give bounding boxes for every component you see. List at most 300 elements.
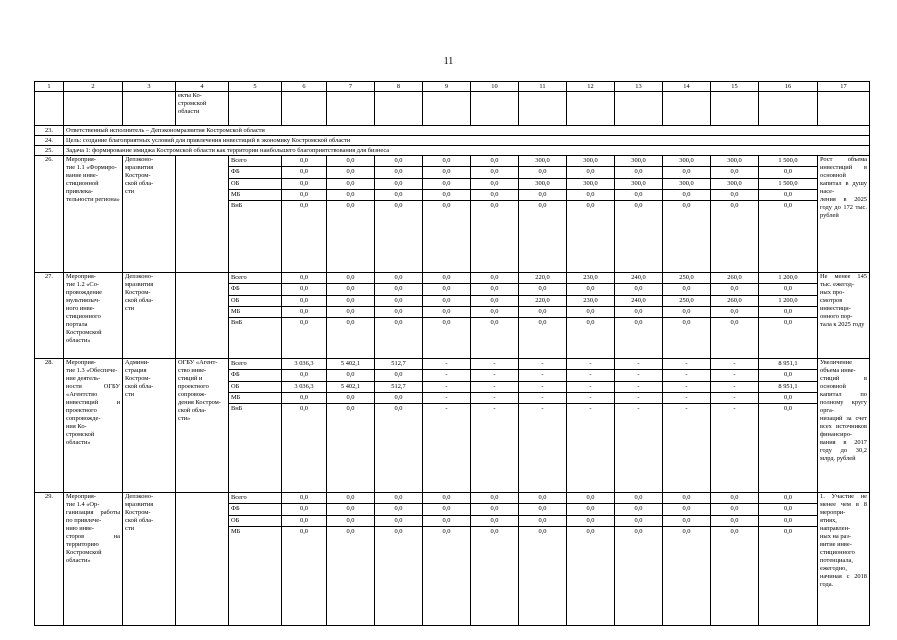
value-cell	[519, 156, 567, 273]
column-number: 7	[327, 82, 375, 92]
column-number: 11	[519, 82, 567, 92]
amount: -	[541, 405, 544, 413]
amount: 0,0	[586, 202, 595, 210]
amount: -	[711, 370, 758, 381]
amount: 0,0	[634, 202, 643, 210]
value-cell	[327, 273, 375, 359]
amount: 0,0	[490, 527, 499, 535]
amount: 0,0	[375, 307, 422, 318]
amount: 5 402,1	[327, 382, 374, 393]
value-cell	[327, 493, 375, 626]
amount: 0,0	[423, 307, 470, 318]
value-cell	[663, 359, 711, 493]
measure-row	[35, 273, 870, 359]
amount: 300,0	[567, 156, 614, 167]
value-cell	[375, 493, 423, 626]
amount: -	[663, 393, 710, 404]
amount: 240,0	[615, 273, 662, 284]
amount: 0,0	[663, 190, 710, 201]
amount: -	[711, 393, 758, 404]
column-number: 8	[375, 82, 423, 92]
row-number: 25.	[35, 146, 64, 156]
amount: 0,0	[519, 307, 566, 318]
amount: 0,0	[394, 319, 403, 327]
amount: 0,0	[682, 319, 691, 327]
amount: -	[519, 359, 566, 370]
value-cell	[282, 273, 327, 359]
amount: 0,0	[375, 493, 422, 504]
column-number: 17	[818, 82, 870, 92]
value-cell	[759, 273, 818, 359]
amount: 0,0	[663, 307, 710, 318]
amount: 0,0	[663, 284, 710, 295]
amount: 220,0	[519, 296, 566, 307]
amount: 0,0	[282, 296, 326, 307]
amount: -	[733, 405, 736, 413]
value-cell	[711, 156, 759, 273]
amount: 1 500,0	[759, 179, 817, 190]
column-number: 14	[663, 82, 711, 92]
amount: 0,0	[282, 370, 326, 381]
amount: 0,0	[784, 405, 792, 413]
amount: 0,0	[282, 190, 326, 201]
amount: 0,0	[300, 405, 308, 413]
amount: 0,0	[759, 504, 817, 515]
amount: 0,0	[471, 167, 518, 178]
amount: 0,0	[711, 307, 758, 318]
amount: 0,0	[759, 516, 817, 527]
amount: 0,0	[471, 516, 518, 527]
carry-over-text: екты Ко- стромской области	[176, 92, 229, 126]
value-cell	[375, 359, 423, 493]
amount: 5 402,1	[327, 359, 374, 370]
amount: 0,0	[423, 516, 470, 527]
amount: 220,0	[519, 273, 566, 284]
value-cell	[519, 273, 567, 359]
amount: 0,0	[490, 319, 499, 327]
amount: 0,0	[519, 167, 566, 178]
amount: 0,0	[282, 156, 326, 167]
funding-source: Всего	[229, 359, 281, 370]
value-cell	[711, 493, 759, 626]
amount: -	[423, 370, 470, 381]
funding-source: Всего	[229, 493, 281, 504]
amount: 0,0	[471, 156, 518, 167]
amount: -	[685, 405, 688, 413]
amount: 0,0	[423, 167, 470, 178]
amount: 0,0	[711, 504, 758, 515]
row-number: 27.	[35, 273, 64, 359]
funding-source: ВнБ	[231, 405, 243, 413]
amount: -	[567, 359, 614, 370]
amount: 260,0	[711, 273, 758, 284]
amount: -	[567, 382, 614, 393]
amount: 0,0	[567, 493, 614, 504]
amount: 300,0	[663, 179, 710, 190]
amount: 0,0	[663, 167, 710, 178]
amount: 0,0	[375, 190, 422, 201]
amount: -	[519, 370, 566, 381]
amount: -	[519, 382, 566, 393]
goal-row	[35, 136, 870, 146]
funding-source-cell	[229, 493, 282, 626]
amount: 0,0	[375, 284, 422, 295]
amount: 0,0	[375, 156, 422, 167]
amount: 300,0	[663, 156, 710, 167]
amount: 0,0	[519, 516, 566, 527]
amount: 0,0	[423, 296, 470, 307]
measure-name: Мероприя- тие 1.4 «Ор- ганизация работы по привлече- нию инве- сторов на территорию Костромской области»	[64, 493, 123, 626]
amount: 0,0	[327, 167, 374, 178]
amount: 0,0	[567, 284, 614, 295]
amount: 0,0	[663, 516, 710, 527]
expected-result: Рост объема инвестиций в основной капитал в душу насе- ления в 2025 году до 172 тыс. рублей	[818, 156, 870, 273]
amount: 1 500,0	[759, 156, 817, 167]
value-cell	[615, 156, 663, 273]
amount: 0,0	[615, 516, 662, 527]
amount: 0,0	[423, 179, 470, 190]
funding-source-cell	[229, 359, 282, 493]
amount: 0,0	[423, 504, 470, 515]
amount: 0,0	[759, 190, 817, 201]
column-number: 9	[423, 82, 471, 92]
amount: 0,0	[490, 202, 499, 210]
amount: 8 951,1	[759, 382, 817, 393]
amount: 0,0	[711, 493, 758, 504]
column-number: 16	[759, 82, 818, 92]
amount: 0,0	[615, 493, 662, 504]
amount: 0,0	[375, 393, 422, 404]
value-cell	[471, 493, 519, 626]
responsible-text: Ответственный исполнитель – Депэкономразвития Костромской области	[64, 126, 870, 136]
value-cell	[423, 359, 471, 493]
amount: 0,0	[615, 190, 662, 201]
amount: 300,0	[519, 179, 566, 190]
executor: Депэконо- мразвития Костром- ской обла- сти	[123, 156, 176, 273]
measure-row	[35, 493, 870, 626]
amount: 0,0	[327, 504, 374, 515]
value-cell	[567, 493, 615, 626]
amount: 0,0	[519, 504, 566, 515]
value-cell	[423, 156, 471, 273]
amount: 0,0	[423, 156, 470, 167]
amount: 0,0	[442, 202, 451, 210]
funding-source: ОБ	[229, 382, 281, 393]
amount: -	[471, 393, 518, 404]
amount: 250,0	[663, 273, 710, 284]
funding-source: МБ	[231, 527, 241, 535]
amount: 0,0	[423, 190, 470, 201]
amount: 240,0	[615, 296, 662, 307]
amount: -	[493, 405, 496, 413]
value-cell	[615, 273, 663, 359]
value-cell	[711, 273, 759, 359]
value-cell	[282, 493, 327, 626]
amount: -	[663, 382, 710, 393]
amount: 0,0	[759, 284, 817, 295]
amount: 0,0	[375, 167, 422, 178]
amount: -	[589, 405, 592, 413]
row-number: 28.	[35, 359, 64, 493]
amount: 0,0	[586, 319, 595, 327]
amount: 0,0	[282, 167, 326, 178]
funding-source: Всего	[229, 273, 281, 284]
value-cell	[711, 359, 759, 493]
amount: 0,0	[327, 156, 374, 167]
funding-source: ВнБ	[231, 202, 243, 210]
amount: 3 036,3	[282, 359, 326, 370]
amount: 0,0	[759, 307, 817, 318]
amount: 0,0	[375, 516, 422, 527]
amount: 0,0	[346, 202, 355, 210]
amount: -	[663, 359, 710, 370]
amount: -	[567, 393, 614, 404]
column-number: 4	[176, 82, 229, 92]
amount: 0,0	[375, 273, 422, 284]
amount: 0,0	[346, 319, 355, 327]
amount: 0,0	[327, 516, 374, 527]
column-number: 2	[64, 82, 123, 92]
amount: -	[445, 405, 448, 413]
amount: 0,0	[784, 319, 792, 327]
measure-name: Мероприя- тие 1.1 «Формиро- вание инве- стиционной привлека- тельности региона»	[64, 156, 123, 273]
row-number: 24.	[35, 136, 64, 146]
amount: -	[615, 359, 662, 370]
amount: 0,0	[300, 319, 308, 327]
value-cell	[423, 493, 471, 626]
program-table	[34, 81, 870, 626]
amount: 0,0	[423, 284, 470, 295]
expected-result: Не менее 145 тыс. ежегод- ных про- смотров инвестици- онного пор- тала к 2025 году	[818, 273, 870, 359]
funding-source: ОБ	[229, 516, 281, 527]
executor: Админи- страция Костром- ской обла- сти	[123, 359, 176, 493]
amount: 0,0	[346, 527, 355, 535]
amount: 0,0	[327, 179, 374, 190]
amount: 0,0	[682, 202, 691, 210]
participant	[176, 273, 229, 359]
amount: 300,0	[615, 156, 662, 167]
amount: 0,0	[615, 307, 662, 318]
amount: 0,0	[471, 190, 518, 201]
amount: 0,0	[300, 202, 308, 210]
amount: 0,0	[327, 273, 374, 284]
value-cell	[615, 493, 663, 626]
amount: 0,0	[282, 179, 326, 190]
amount: 0,0	[394, 405, 403, 413]
participant: ОГБУ «Агент- ство инве- стиций и проектного сопровож- дения Костром- ской обла- сти»	[176, 359, 229, 493]
row-number: 26.	[35, 156, 64, 273]
executor: Депэконо- мразвития Костром- ской обла- сти	[123, 493, 176, 626]
value-cell	[375, 156, 423, 273]
amount: 0,0	[730, 202, 739, 210]
amount: 0,0	[615, 167, 662, 178]
amount: -	[711, 382, 758, 393]
funding-source: МБ	[229, 190, 281, 201]
amount: 0,0	[282, 307, 326, 318]
amount: 0,0	[759, 493, 817, 504]
amount: 0,0	[346, 405, 355, 413]
amount: 0,0	[759, 393, 817, 404]
amount: 0,0	[282, 284, 326, 295]
amount: 0,0	[375, 504, 422, 515]
amount: 0,0	[784, 202, 792, 210]
amount: 3 036,3	[282, 382, 326, 393]
amount: 0,0	[567, 516, 614, 527]
value-cell	[663, 156, 711, 273]
funding-source: ФБ	[229, 167, 281, 178]
row-number: 29.	[35, 493, 64, 626]
amount: 0,0	[471, 273, 518, 284]
amount: 0,0	[567, 307, 614, 318]
column-number-row	[35, 82, 870, 92]
amount: 0,0	[282, 493, 326, 504]
value-cell	[663, 273, 711, 359]
value-cell	[519, 493, 567, 626]
measure-row	[35, 359, 870, 493]
amount: 0,0	[375, 370, 422, 381]
amount: 0,0	[730, 527, 739, 535]
value-cell	[663, 493, 711, 626]
amount: 0,0	[282, 516, 326, 527]
amount: 0,0	[471, 493, 518, 504]
amount: 0,0	[615, 284, 662, 295]
amount: 0,0	[784, 527, 792, 535]
amount: 0,0	[471, 307, 518, 318]
value-cell	[759, 156, 818, 273]
amount: 0,0	[327, 370, 374, 381]
column-number: 5	[229, 82, 282, 92]
amount: -	[615, 370, 662, 381]
amount: 0,0	[567, 190, 614, 201]
amount: 0,0	[730, 319, 739, 327]
value-cell	[567, 273, 615, 359]
column-number: 6	[282, 82, 327, 92]
amount: -	[615, 382, 662, 393]
amount: 0,0	[634, 527, 643, 535]
amount: 8 951,1	[759, 359, 817, 370]
amount: 1 200,0	[759, 296, 817, 307]
value-cell	[471, 359, 519, 493]
amount: 0,0	[327, 493, 374, 504]
amount: 512,7	[375, 382, 422, 393]
participant	[176, 156, 229, 273]
amount: 0,0	[375, 296, 422, 307]
amount: 512,7	[375, 359, 422, 370]
value-cell	[375, 273, 423, 359]
funding-source: ФБ	[229, 370, 281, 381]
funding-source-cell	[229, 156, 282, 273]
amount: -	[423, 359, 470, 370]
column-number: 10	[471, 82, 519, 92]
amount: 0,0	[711, 190, 758, 201]
amount: 0,0	[375, 179, 422, 190]
amount: 0,0	[538, 319, 547, 327]
amount: 0,0	[615, 504, 662, 515]
amount: 0,0	[538, 527, 547, 535]
amount: 0,0	[567, 504, 614, 515]
amount: 230,0	[567, 296, 614, 307]
value-cell	[471, 273, 519, 359]
amount: 0,0	[586, 527, 595, 535]
amount: 300,0	[615, 179, 662, 190]
amount: 0,0	[282, 273, 326, 284]
amount: 230,0	[567, 273, 614, 284]
amount: 0,0	[327, 296, 374, 307]
amount: 0,0	[711, 284, 758, 295]
amount: 0,0	[442, 527, 451, 535]
amount: 0,0	[711, 167, 758, 178]
amount: 0,0	[471, 504, 518, 515]
amount: 0,0	[759, 167, 817, 178]
funding-source: ФБ	[229, 504, 281, 515]
value-cell	[615, 359, 663, 493]
amount: 0,0	[519, 493, 566, 504]
column-number: 1	[35, 82, 64, 92]
amount: 0,0	[759, 370, 817, 381]
value-cell	[519, 359, 567, 493]
amount: 250,0	[663, 296, 710, 307]
amount: 0,0	[394, 202, 403, 210]
amount: 0,0	[519, 190, 566, 201]
goal-text: Цель: создание благоприятных условий для привлечения инвестиций в экономику Костромской области	[64, 136, 870, 146]
amount: -	[615, 393, 662, 404]
amount: 0,0	[442, 319, 451, 327]
amount: 0,0	[538, 202, 547, 210]
column-number: 3	[123, 82, 176, 92]
amount: 0,0	[471, 296, 518, 307]
funding-source: ОБ	[229, 296, 281, 307]
value-cell	[327, 359, 375, 493]
amount: 0,0	[423, 493, 470, 504]
executor: Депэконо- мразвития Костром- ской обла- сти	[123, 273, 176, 359]
amount: -	[663, 370, 710, 381]
amount: 0,0	[682, 527, 691, 535]
amount: 0,0	[327, 307, 374, 318]
amount: 0,0	[711, 516, 758, 527]
row-number: 23.	[35, 126, 64, 136]
amount: 0,0	[567, 167, 614, 178]
value-cell	[567, 359, 615, 493]
amount: 0,0	[423, 273, 470, 284]
measure-name: Мероприя- тие 1.2 «Со- провождение мультиязыч- ного инве- стиционного портала Костромской области»	[64, 273, 123, 359]
amount: 0,0	[282, 504, 326, 515]
amount: -	[423, 382, 470, 393]
amount: 0,0	[327, 190, 374, 201]
amount: -	[519, 393, 566, 404]
amount: 0,0	[327, 393, 374, 404]
amount: -	[471, 382, 518, 393]
amount: -	[567, 370, 614, 381]
funding-source: МБ	[229, 307, 281, 318]
amount: 0,0	[471, 284, 518, 295]
measure-name: Мероприя- тие 1.3 «Обеспече- ние деятель- ности ОГБУ «Агентство инвестиций и проектного сопровожде- ния Ко- стромской области»	[64, 359, 123, 493]
amount: 0,0	[300, 527, 308, 535]
amount: 0,0	[327, 284, 374, 295]
amount: 0,0	[663, 493, 710, 504]
expected-result: Увеличение объема инве- стиций в основной капитал по полному кругу орга- низаций за счет всех источников финансиро- вания в 2017 году до 30,2 млрд. рублей	[818, 359, 870, 493]
funding-source: ВнБ	[231, 319, 243, 327]
value-cell	[327, 156, 375, 273]
value-cell	[759, 359, 818, 493]
amount: 0,0	[519, 284, 566, 295]
amount: -	[711, 359, 758, 370]
amount: 1 200,0	[759, 273, 817, 284]
amount: 0,0	[471, 179, 518, 190]
value-cell	[471, 156, 519, 273]
amount: 0,0	[394, 527, 403, 535]
amount: 0,0	[282, 393, 326, 404]
measure-row	[35, 156, 870, 273]
